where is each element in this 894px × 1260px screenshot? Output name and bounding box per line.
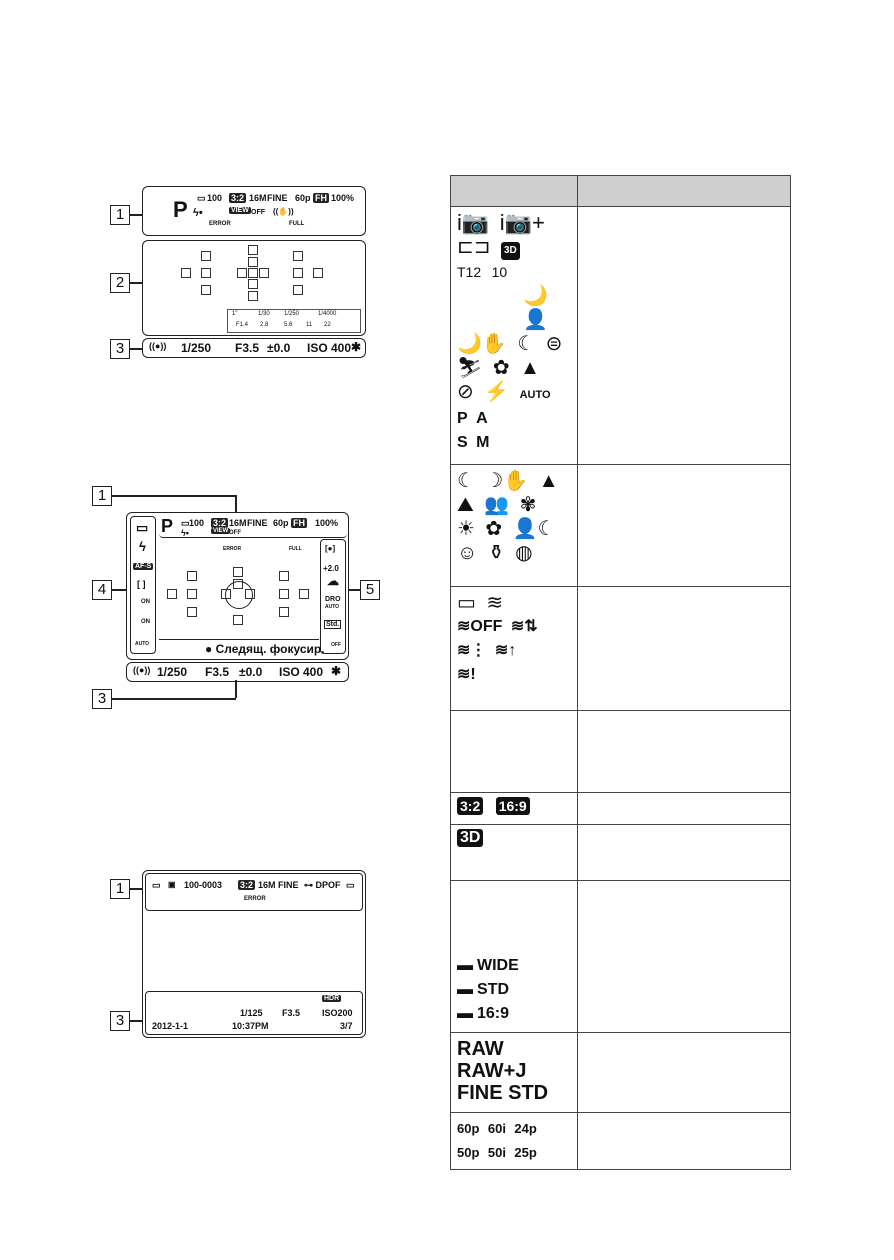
iso-value: ISO 400 bbox=[307, 341, 352, 355]
movie-auto-icon: AUTO bbox=[519, 389, 551, 401]
framerate: 60p bbox=[295, 193, 311, 203]
callout-2: 2 bbox=[110, 273, 130, 293]
framerate-24p: 24p bbox=[514, 1121, 537, 1136]
flash-mode-icon: ϟ bbox=[139, 539, 146, 554]
description-cell bbox=[578, 793, 791, 825]
table-row bbox=[451, 1033, 791, 1113]
af-point bbox=[293, 268, 303, 278]
tripod-icon: ⚱ bbox=[487, 542, 505, 564]
callout-line bbox=[130, 214, 142, 216]
wifi-standby-icon: ≋⋮ bbox=[457, 642, 487, 659]
fh-badge: FH bbox=[315, 193, 327, 203]
callout-1: 1 bbox=[110, 205, 130, 225]
tracking-status: ● Следящ. фокусир. bbox=[205, 642, 325, 656]
sports-icon: ⛷ bbox=[457, 357, 483, 379]
callout-line bbox=[130, 888, 142, 890]
scale-tick: 11 bbox=[306, 322, 313, 328]
dro-auto-label: AUTO bbox=[325, 604, 340, 610]
card-icon: ▭ bbox=[152, 880, 161, 890]
callout-line bbox=[235, 495, 237, 513]
wifi-transfer-icon: ≋⇅ bbox=[510, 618, 538, 635]
battery-level: 100% bbox=[331, 193, 355, 203]
battery-icon: ▭ bbox=[346, 880, 355, 890]
error-label: ERROR bbox=[244, 896, 266, 902]
fine-std-label: FINE STD bbox=[457, 1082, 549, 1104]
flash-off-icon: ⚡ bbox=[484, 381, 510, 403]
panorama-std-label: STD bbox=[477, 981, 509, 998]
aperture: F3.5 bbox=[205, 665, 230, 679]
handheld-twilight-icon: ☽✋ bbox=[485, 470, 529, 492]
af-point bbox=[237, 268, 247, 278]
folder-icon: ▣ bbox=[168, 880, 176, 889]
panorama-std-icon: ▬ bbox=[457, 981, 473, 998]
table-row bbox=[451, 1113, 791, 1170]
af-point bbox=[293, 251, 303, 261]
exposure-scale bbox=[227, 309, 361, 333]
shots-remaining: 100 bbox=[207, 193, 223, 203]
backlight-portrait-icon: ⛰ bbox=[457, 494, 474, 516]
framerate-25p: 25p bbox=[514, 1145, 537, 1160]
raw-jpeg-label: RAW+J bbox=[457, 1060, 527, 1082]
image-size: 16M bbox=[229, 518, 247, 528]
description-cell bbox=[578, 881, 791, 1033]
callout-3: 3 bbox=[92, 689, 112, 709]
raw-label: RAW bbox=[457, 1038, 504, 1060]
aspect-badge: 3:2 bbox=[240, 880, 254, 890]
error-label: ERROR bbox=[209, 221, 231, 227]
af-point bbox=[279, 589, 289, 599]
flash-icon: ϟ• bbox=[193, 207, 203, 219]
battery-level: 100% bbox=[315, 518, 339, 528]
error-label: ERROR bbox=[223, 546, 242, 552]
tracking-circle bbox=[225, 581, 253, 609]
shutter-speed: 1/125 bbox=[240, 1008, 263, 1018]
wifi-upload-icon: ≋↑ bbox=[494, 642, 517, 659]
description-cell bbox=[578, 1113, 791, 1170]
metering-icon: [●] bbox=[325, 544, 336, 553]
aspect-16-9-icon: 16:9 bbox=[496, 797, 530, 815]
panorama-169-label: 16:9 bbox=[477, 1005, 510, 1022]
table-row bbox=[451, 587, 791, 711]
creative-style-badge: Std. bbox=[326, 621, 340, 628]
af-point bbox=[293, 285, 303, 295]
auto-framing-label: AUTO bbox=[135, 641, 150, 647]
callout-line bbox=[112, 589, 126, 591]
movie-m-icon: M bbox=[476, 434, 490, 451]
image-size: 16M bbox=[249, 193, 267, 203]
af-point bbox=[187, 571, 197, 581]
icon-cell bbox=[451, 711, 578, 793]
callout-1: 1 bbox=[110, 879, 130, 899]
iso-value: ISO 400 bbox=[279, 665, 324, 679]
scale-tick: F1.4 bbox=[236, 322, 249, 328]
icon-cell bbox=[451, 881, 578, 1033]
image-size: 16M bbox=[258, 880, 276, 890]
description-cell bbox=[578, 207, 791, 465]
memory-card-icon: ▭ bbox=[457, 592, 476, 614]
shutter-speed: 1/250 bbox=[181, 341, 212, 355]
white-balance-icon: ☁ bbox=[327, 574, 339, 588]
movie-s-icon: S bbox=[457, 434, 468, 451]
night-scene-icon: ☾ bbox=[517, 333, 536, 355]
mode-indicator: P bbox=[173, 197, 188, 222]
af-point bbox=[248, 279, 258, 289]
full-label: FULL bbox=[289, 546, 302, 552]
star-icon: ✱ bbox=[331, 664, 342, 678]
shots-remaining: 100 bbox=[189, 518, 205, 528]
top-info-row bbox=[159, 516, 347, 538]
af-point bbox=[248, 268, 258, 278]
3d-icon: 3D bbox=[457, 829, 483, 847]
focus-area-icon: [ ] bbox=[137, 579, 146, 589]
af-point bbox=[181, 268, 191, 278]
af-point bbox=[299, 589, 309, 599]
af-point bbox=[259, 268, 269, 278]
af-point bbox=[187, 607, 197, 617]
superior-auto-icon: i📷+ bbox=[499, 210, 545, 235]
af-point bbox=[233, 615, 243, 625]
framerate-60i: 60i bbox=[487, 1121, 506, 1136]
intelligent-auto-icon: i📷 bbox=[457, 210, 490, 235]
table-row bbox=[451, 711, 791, 793]
fh-badge: FH bbox=[293, 518, 305, 528]
af-point bbox=[201, 251, 211, 261]
card-icon: ▭ bbox=[181, 518, 190, 528]
flash-icon: ϟ• bbox=[181, 528, 189, 538]
3d-panorama-icon: 3D bbox=[501, 242, 520, 260]
view-badge: VIEW bbox=[231, 207, 249, 214]
flash-comp: +2.0 bbox=[323, 564, 339, 573]
callout-line bbox=[130, 282, 142, 284]
callout-line bbox=[112, 698, 236, 700]
movie-p-icon: P bbox=[457, 410, 468, 427]
focus-area bbox=[142, 240, 366, 336]
table-row bbox=[451, 825, 791, 881]
landscape-icon: ▲ bbox=[520, 357, 540, 379]
aperture: F3.5 bbox=[282, 1008, 301, 1018]
quality: FINE bbox=[247, 518, 268, 528]
night-portrait-icon: 🌙👤 bbox=[523, 285, 548, 331]
icon-cell bbox=[451, 1113, 578, 1170]
framerate-50i: 50i bbox=[487, 1145, 506, 1160]
star-icon: ✱ bbox=[351, 340, 362, 354]
callout-5: 5 bbox=[360, 580, 380, 600]
aspect-badge: 3:2 bbox=[213, 518, 227, 528]
callout-line bbox=[235, 680, 237, 698]
description-cell bbox=[578, 1033, 791, 1113]
aspect-3-2-icon: 3:2 bbox=[457, 797, 483, 815]
af-point bbox=[313, 268, 323, 278]
full-label: FULL bbox=[289, 221, 305, 227]
landscape-icon: ▲ bbox=[538, 470, 559, 492]
legend-table bbox=[450, 175, 791, 1170]
macro-icon: ✿ bbox=[492, 357, 510, 379]
af-point bbox=[201, 285, 211, 295]
description-cell bbox=[578, 825, 791, 881]
description-cell bbox=[578, 465, 791, 587]
callout-1: 1 bbox=[92, 486, 112, 506]
header-cell-description bbox=[578, 176, 791, 207]
icon-cell bbox=[451, 465, 578, 587]
scale-tick: 2.8 bbox=[260, 322, 269, 328]
picture-effect-icon: ⊘ bbox=[457, 381, 474, 403]
table-header-row bbox=[451, 176, 791, 207]
wifi-error-icon: ≋! bbox=[457, 666, 476, 683]
table-row bbox=[451, 465, 791, 587]
effect-off-label: OFF bbox=[331, 642, 341, 648]
dpof-label: ⊶ DPOF bbox=[304, 880, 341, 890]
icon-cell bbox=[451, 793, 578, 825]
playback-top-area bbox=[145, 873, 363, 911]
scale-tick: 5.6 bbox=[284, 322, 293, 328]
spotlight-icon: ✾ bbox=[519, 494, 537, 516]
sunset-icon: ⊜ bbox=[545, 333, 563, 355]
callout-3: 3 bbox=[110, 339, 130, 359]
callout-line bbox=[112, 495, 236, 497]
icon-cell bbox=[451, 587, 578, 711]
shutter-speed: 1/250 bbox=[157, 665, 188, 679]
scale-tick: 1" bbox=[232, 311, 238, 317]
callout-line bbox=[349, 589, 360, 591]
mode-indicator: P bbox=[161, 516, 174, 536]
af-point bbox=[201, 268, 211, 278]
iso-value: ISO200 bbox=[322, 1008, 353, 1018]
af-point bbox=[279, 607, 289, 617]
af-point bbox=[279, 571, 289, 581]
exposure-comp: ±0.0 bbox=[239, 665, 263, 679]
af-point bbox=[167, 589, 177, 599]
monitor-top-area bbox=[142, 186, 366, 236]
image-count: 3/7 bbox=[340, 1021, 353, 1031]
date: 2012-1-1 bbox=[152, 1021, 189, 1031]
status-row bbox=[159, 639, 325, 657]
dro-label: DRO bbox=[325, 596, 341, 603]
af-point bbox=[233, 567, 243, 577]
scale-tick: 22 bbox=[324, 322, 331, 328]
time: 10:37PM bbox=[232, 1021, 269, 1031]
tele-burst-icon: T12 bbox=[457, 264, 482, 280]
callout-3: 3 bbox=[110, 1011, 130, 1031]
framerate-50p: 50p bbox=[457, 1145, 480, 1160]
panorama-wide-icon: ▬ bbox=[457, 957, 473, 974]
aperture: F3.5 bbox=[235, 341, 260, 355]
mic-off-icon: OFF bbox=[251, 209, 265, 216]
panorama-169-icon: ▬ bbox=[457, 1005, 473, 1022]
burst-icon: 10 bbox=[491, 264, 508, 280]
playback-monitor bbox=[142, 870, 366, 1038]
card-icon: ▭ bbox=[197, 193, 206, 203]
framerate-60p: 60p bbox=[457, 1121, 480, 1136]
af-point bbox=[248, 291, 258, 301]
portrait-icon: 👥 bbox=[484, 494, 510, 516]
monitor-area bbox=[126, 512, 349, 660]
quality: FINE bbox=[267, 193, 288, 203]
infant-icon: ☺ bbox=[457, 542, 478, 564]
backlight-icon: ☀ bbox=[457, 518, 475, 540]
table-row bbox=[451, 881, 791, 1033]
wifi-off-icon: ≋OFF bbox=[457, 618, 503, 635]
steady-icon: ((✋)) bbox=[273, 207, 294, 216]
monitor-bottom-area bbox=[126, 662, 349, 682]
callout-line bbox=[130, 1020, 142, 1022]
handheld-twilight-icon: 🌙✋ bbox=[457, 333, 507, 355]
description-cell bbox=[578, 711, 791, 793]
macro-icon: ✿ bbox=[485, 518, 503, 540]
af-point bbox=[187, 589, 197, 599]
playback-bottom-area bbox=[145, 991, 363, 1035]
face-detect-label: ON bbox=[141, 599, 150, 605]
callout-4: 4 bbox=[92, 580, 112, 600]
monitor-bottom-area bbox=[142, 338, 366, 358]
right-icon-column bbox=[320, 539, 346, 654]
description-cell bbox=[578, 587, 791, 711]
scale-tick: 1/4000 bbox=[318, 311, 337, 317]
folder-file-number: 100-0003 bbox=[184, 880, 223, 890]
af-point bbox=[248, 245, 258, 255]
view-badge: VIEW bbox=[213, 528, 229, 534]
hdr-badge: HDR bbox=[324, 995, 340, 1002]
stabilizer-icon: ((●)) bbox=[133, 665, 151, 675]
table-row bbox=[451, 207, 791, 465]
icon-cell bbox=[451, 825, 578, 881]
scale-tick: 1/30 bbox=[258, 311, 270, 317]
stabilizer-icon: ((●)) bbox=[149, 341, 167, 351]
icon-cell bbox=[451, 1033, 578, 1113]
framerate: 60p bbox=[273, 518, 289, 528]
table-row bbox=[451, 793, 791, 825]
callout-line bbox=[130, 348, 142, 350]
movie-a-icon: A bbox=[476, 410, 488, 427]
focus-mode-badge: AF-S bbox=[135, 563, 152, 570]
low-light-icon: ◍ bbox=[515, 542, 533, 564]
exposure-comp: ±0.0 bbox=[267, 341, 291, 355]
night-scene-icon: ☾ bbox=[457, 470, 475, 492]
panorama-icon: ⊏⊐ bbox=[457, 236, 491, 258]
left-icon-column bbox=[130, 516, 156, 654]
mic-off-icon: OFF bbox=[229, 530, 241, 536]
quality: FINE bbox=[278, 880, 299, 890]
af-point bbox=[248, 257, 258, 267]
smile-shutter-label: ON bbox=[141, 619, 150, 625]
aspect-badge: 3:2 bbox=[231, 193, 245, 203]
scale-tick: 1/250 bbox=[284, 311, 300, 317]
wifi-icon: ≋ bbox=[486, 592, 504, 614]
panorama-wide-label: WIDE bbox=[477, 957, 519, 974]
night-portrait-icon: 👤☾ bbox=[512, 518, 556, 540]
icon-cell bbox=[451, 207, 578, 465]
header-cell-icon bbox=[451, 176, 578, 207]
drive-mode-icon: ▭ bbox=[136, 520, 149, 535]
